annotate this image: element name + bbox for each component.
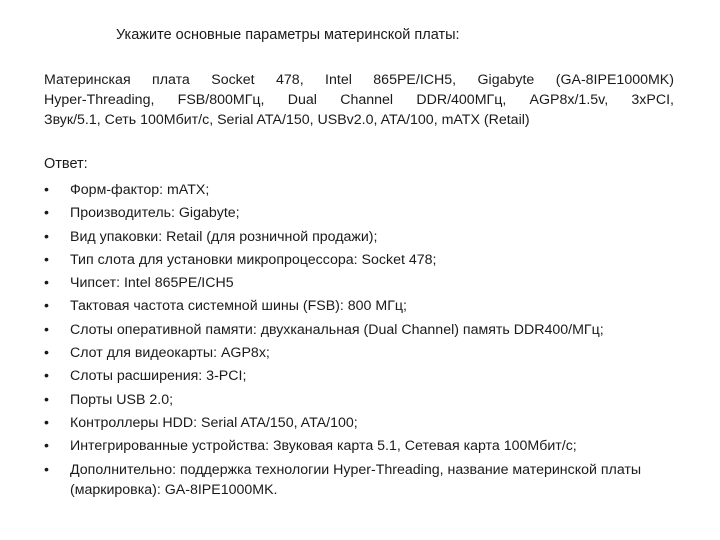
list-item	[44, 390, 684, 410]
list-item-text: Слоты оперативной памяти: двухканальная (Dual Channel) память DDR400/МГц;	[70, 321, 604, 338]
motherboard-spec-text	[44, 70, 674, 130]
list-item-text: Контроллеры HDD: Serial ATA/150, ATA/100;	[70, 414, 358, 431]
list-item-text: Дополнительно: поддержка технологии Hyper-Threading, название материнской платы (маркировка): GA-8IPE1000MK.	[70, 461, 642, 498]
list-item	[44, 273, 684, 293]
list-item-text: Интегрированные устройства: Звуковая карта 5.1, Сетевая карта 100Мбит/с;	[70, 438, 577, 455]
bullet-icon: •	[44, 298, 49, 315]
bullet-icon: •	[44, 414, 49, 431]
bullet-icon: •	[44, 275, 49, 292]
bullet-icon: •	[44, 228, 49, 245]
list-item-text: Слот для видеокарты: AGP8x;	[70, 345, 270, 362]
spec-line-2: Hyper-Threading, FSB/800МГц, Dual Channel DDR/400МГц, AGP8x/1.5v, 3xPCI,	[44, 92, 674, 108]
answer-heading: Ответ:	[44, 156, 88, 172]
spec-line-1: Материнская плата Socket 478, Intel 865PE/ICH5, Gigabyte (GA-8IPE1000MK)	[44, 72, 674, 88]
bullet-icon: •	[44, 321, 49, 338]
bullet-icon: •	[44, 345, 49, 362]
list-item-text: Производитель: Gigabyte;	[70, 205, 240, 222]
bullet-icon: •	[44, 182, 49, 198]
list-item	[44, 203, 684, 223]
list-item	[44, 343, 684, 363]
list-item	[44, 460, 684, 500]
list-item-text: Чипсет: Intel 865PE/ICH5	[70, 275, 234, 292]
list-item	[44, 250, 684, 270]
bullet-icon: •	[44, 438, 49, 455]
list-item-text: Порты USB 2.0;	[70, 391, 174, 408]
list-item	[44, 227, 684, 247]
bullet-icon: •	[44, 461, 49, 478]
bullet-icon: •	[44, 391, 49, 408]
bullet-icon: •	[44, 368, 49, 385]
list-item	[44, 366, 684, 386]
slide-title: Укажите основные параметры материнской платы:	[116, 27, 460, 43]
list-item-text: Тактовая частота системной шины (FSB): 800 МГц;	[70, 298, 407, 315]
list-item	[44, 320, 684, 340]
list-item	[44, 436, 684, 456]
list-item-text: Тип слота для установки микропроцессора: Socket 478;	[70, 251, 437, 268]
spec-line-3: Звук/5.1, Сеть 100Мбит/с, Serial ATA/150, USBv2.0, ATA/100, mATX (Retail)	[44, 112, 530, 128]
list-item	[44, 180, 684, 200]
bullet-icon: •	[44, 205, 49, 222]
list-item	[44, 296, 684, 316]
list-item-text: Вид упаковки: Retail (для розничной продажи);	[70, 228, 378, 245]
bullet-icon: •	[44, 251, 49, 268]
list-item-text: Форм-фактор: mATX;	[70, 182, 210, 198]
list-item	[44, 413, 684, 433]
list-item-text: Слоты расширения: 3-PCI;	[70, 368, 247, 385]
answer-list	[44, 180, 684, 503]
